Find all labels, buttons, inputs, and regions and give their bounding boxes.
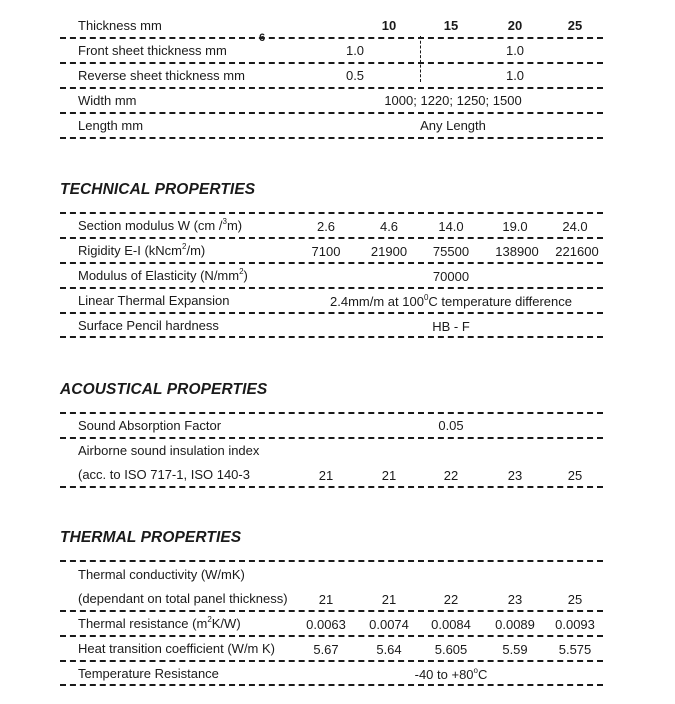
length-label: Length mm bbox=[78, 118, 144, 133]
insulation-value: 21 bbox=[381, 468, 397, 483]
conductivity-value: 23 bbox=[507, 592, 523, 607]
conductivity-value: 21 bbox=[381, 592, 397, 607]
row-divider bbox=[60, 560, 603, 562]
insulation-value: 25 bbox=[567, 468, 583, 483]
conductivity-label-line2: (dependant on total panel thickness) bbox=[78, 591, 288, 606]
thermal-resistance-value: 0.0084 bbox=[431, 617, 471, 632]
thermal-resistance-value: 0.0063 bbox=[306, 617, 346, 632]
thickness-stray-mark: 6 bbox=[258, 32, 266, 44]
section-modulus-value: 4.6 bbox=[379, 219, 399, 234]
thickness-col-10: 10 bbox=[381, 18, 397, 33]
heat-transition-value: 5.59 bbox=[502, 642, 528, 657]
conductivity-value: 22 bbox=[443, 592, 459, 607]
column-divider bbox=[420, 36, 421, 82]
heat-transition-value: 5.575 bbox=[558, 642, 592, 657]
thermal-resistance-value: 0.0089 bbox=[495, 617, 535, 632]
rigidity-value: 221600 bbox=[555, 244, 599, 259]
width-label: Width mm bbox=[78, 93, 137, 108]
acoustical-section-title: ACOUSTICAL PROPERTIES bbox=[60, 381, 268, 398]
row-divider bbox=[60, 37, 603, 39]
row-divider bbox=[60, 112, 603, 114]
conductivity-value: 25 bbox=[567, 592, 583, 607]
section-modulus-value: 19.0 bbox=[502, 219, 528, 234]
insulation-value: 22 bbox=[443, 468, 459, 483]
heat-transition-value: 5.605 bbox=[434, 642, 468, 657]
front-sheet-left-value: 1.0 bbox=[345, 43, 365, 58]
row-divider bbox=[60, 684, 603, 686]
thermal-resistance-label: Thermal resistance $(m^2K/W)$ bbox=[78, 614, 241, 631]
row-divider bbox=[60, 262, 603, 264]
rigidity-label: Rigidity E-I (kNcm$^2$/m) bbox=[78, 241, 206, 258]
row-divider bbox=[60, 610, 603, 612]
width-value: 1000; 1220; 1250; 1500 bbox=[384, 93, 522, 108]
rigidity-value: 138900 bbox=[495, 244, 539, 259]
absorption-value: 0.05 bbox=[438, 418, 464, 433]
modulus-elasticity-label: Modulus of Elasticity $(N/mm^2)$ bbox=[78, 266, 248, 283]
insulation-label-line1: Airborne sound insulation index bbox=[78, 443, 260, 458]
conductivity-value: 21 bbox=[318, 592, 334, 607]
reverse-sheet-right-value: 1.0 bbox=[505, 68, 525, 83]
reverse-sheet-label: Reverse sheet thickness mm bbox=[78, 68, 245, 83]
row-divider bbox=[60, 660, 603, 662]
rigidity-value: 21900 bbox=[370, 244, 408, 259]
pencil-hardness-value: HB - F bbox=[432, 319, 470, 334]
row-divider bbox=[60, 62, 603, 64]
rigidity-value: 75500 bbox=[432, 244, 470, 259]
thermal-resistance-value: 0.0093 bbox=[555, 617, 595, 632]
row-divider bbox=[60, 437, 603, 439]
row-divider bbox=[60, 336, 603, 338]
thermal-resistance-value: 0.0074 bbox=[369, 617, 409, 632]
row-divider bbox=[60, 635, 603, 637]
row-divider bbox=[60, 87, 603, 89]
thickness-header-label: Thickness mm bbox=[78, 18, 162, 33]
rigidity-value: 7100 bbox=[311, 244, 341, 259]
thickness-col-20: 20 bbox=[507, 18, 523, 33]
section-modulus-label: Section modulus W (cm /$^3$m) bbox=[78, 216, 243, 233]
reverse-sheet-left-value: 0.5 bbox=[345, 68, 365, 83]
front-sheet-right-value: 1.0 bbox=[505, 43, 525, 58]
thermal-section-title: THERMAL PROPERTIES bbox=[60, 529, 242, 546]
heat-transition-value: 5.64 bbox=[376, 642, 402, 657]
section-modulus-value: 24.0 bbox=[562, 219, 588, 234]
pencil-hardness-label: Surface Pencil hardness bbox=[78, 318, 219, 333]
temperature-resistance-value: -40 to $+80^oC$ bbox=[414, 665, 488, 682]
thickness-col-25: 25 bbox=[567, 18, 583, 33]
front-sheet-label: Front sheet thickness mm bbox=[78, 43, 227, 58]
row-divider bbox=[60, 312, 603, 314]
technical-section-title: TECHNICAL PROPERTIES bbox=[60, 181, 256, 198]
row-divider bbox=[60, 287, 603, 289]
heat-transition-value: 5.67 bbox=[313, 642, 339, 657]
conductivity-label-line1: Thermal conductivity (W/mK) bbox=[78, 567, 245, 582]
length-value: Any Length bbox=[420, 118, 486, 133]
absorption-label: Sound Absorption Factor bbox=[78, 418, 222, 433]
row-divider bbox=[60, 237, 603, 239]
section-modulus-value: 2.6 bbox=[316, 219, 336, 234]
modulus-elasticity-value: 70000 bbox=[432, 269, 470, 284]
heat-transition-label: Heat transition coefficient (W/m K) bbox=[78, 641, 275, 656]
thickness-col-15: 15 bbox=[443, 18, 459, 33]
section-modulus-value: 14.0 bbox=[438, 219, 464, 234]
thermal-expansion-label: Linear Thermal Expansion bbox=[78, 293, 230, 308]
row-divider bbox=[60, 486, 603, 488]
insulation-value: 23 bbox=[507, 468, 523, 483]
insulation-label-line2: (acc. to ISO 717-1, ISO 140-3 bbox=[78, 467, 250, 482]
row-divider bbox=[60, 412, 603, 414]
row-divider bbox=[60, 212, 603, 214]
temperature-resistance-label: Temperature Resistance bbox=[78, 666, 219, 681]
insulation-value: 21 bbox=[318, 468, 334, 483]
thermal-expansion-value: 2.4mm/m at $100^0C$ temperature difference bbox=[330, 292, 572, 309]
row-divider bbox=[60, 137, 603, 139]
